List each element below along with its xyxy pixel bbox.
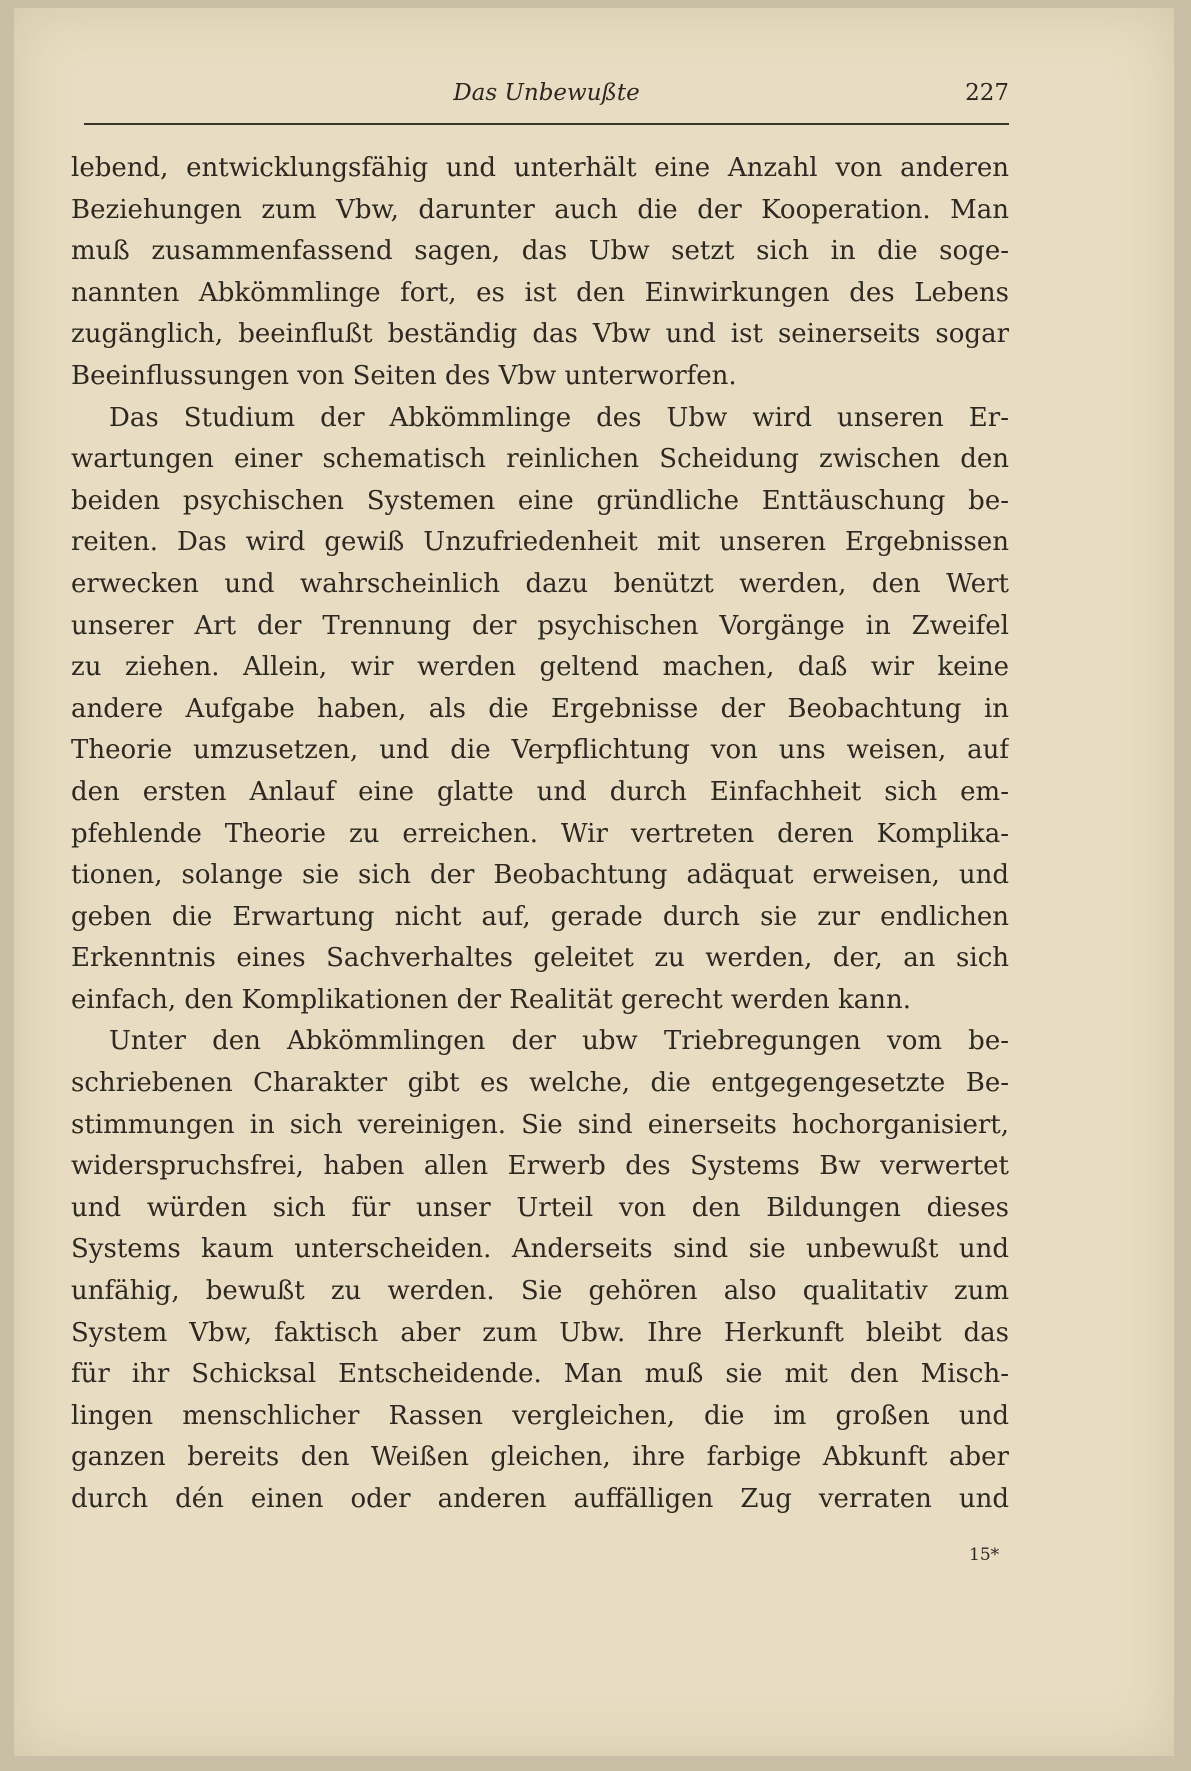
text-line: wartungen einer schematisch reinlichen Scheidung zwischen den xyxy=(71,444,1009,475)
text-line: muß zusammenfassend sagen, das Ubw setzt sich in die soge- xyxy=(71,236,1009,267)
text-line: ganzen bereits den Weißen gleichen, ihre farbige Abkunft aber xyxy=(71,1442,1009,1473)
text-line: Beeinflussungen von Seiten des Vbw unterworfen. xyxy=(71,360,737,391)
body-text xyxy=(71,148,1009,1521)
text-line: zu ziehen. Allein, wir werden geltend machen, daß wir keine xyxy=(71,652,1009,683)
text-line: widerspruchsfrei, haben allen Erwerb des Systems Bw verwertet xyxy=(71,1151,1009,1182)
text-line: durch dén einen oder anderen auffälligen Zug verraten und xyxy=(71,1484,1009,1514)
book-page xyxy=(14,8,1174,1756)
text-line: schriebenen Charakter gibt es welche, die entgegengesetzte Be- xyxy=(71,1068,1009,1099)
text-line: einfach, den Komplikationen der Realität gerecht werden kann. xyxy=(71,984,912,1015)
text-line: Erkenntnis eines Sachverhaltes geleitet zu werden, der, an sich xyxy=(71,943,1009,974)
text-line: System Vbw, faktisch aber zum Ubw. Ihre Herkunft bleibt das xyxy=(71,1317,1009,1348)
text-line: Theorie umzusetzen, und die Verpflichtung von uns weisen, auf xyxy=(71,735,1009,766)
text-line: pfehlende Theorie zu erreichen. Wir vertreten deren Komplika- xyxy=(71,818,1009,849)
text-line: stimmungen in sich vereinigen. Sie sind einerseits hochorganisiert, xyxy=(71,1109,1009,1140)
text-line: Unter den Abkömmlingen der ubw Triebregungen vom be- xyxy=(109,1026,1009,1057)
text-line: geben die Erwartung nicht auf, gerade durch sie zur endlichen xyxy=(71,901,1009,932)
text-line: reiten. Das wird gewiß Unzufriedenheit mit unseren Ergebnissen xyxy=(71,527,1009,558)
signature-mark: 15* xyxy=(969,1545,1000,1565)
text-line: unfähig, bewußt zu werden. Sie gehören also qualitativ zum xyxy=(71,1276,1009,1307)
text-line: für ihr Schicksal Entscheidende. Man muß sie mit den Misch- xyxy=(71,1359,1009,1390)
text-line: erwecken und wahrscheinlich dazu benützt werden, den Wert xyxy=(71,568,1009,599)
text-line: Das Studium der Abkömmlinge des Ubw wird unseren Er- xyxy=(109,402,1009,433)
text-line: beiden psychischen Systemen eine gründliche Enttäuschung be- xyxy=(71,485,1009,516)
header-rule xyxy=(84,123,1009,125)
text-line: zugänglich, beeinflußt beständig das Vbw und ist seinerseits sogar xyxy=(71,319,1009,350)
text-line: andere Aufgabe haben, als die Ergebnisse der Beobachtung in xyxy=(71,693,1009,724)
running-title: Das Unbewußte xyxy=(453,80,640,106)
text-line: tionen, solange sie sich der Beobachtung adäquat erweisen, und xyxy=(71,860,1009,891)
text-line: nannten Abkömmlinge fort, es ist den Einwirkungen des Lebens xyxy=(71,277,1009,308)
text-line: und würden sich für unser Urteil von den Bildungen dieses xyxy=(71,1192,1009,1223)
text-line: lingen menschlicher Rassen vergleichen, die im großen und xyxy=(71,1400,1009,1431)
text-line: Systems kaum unterscheiden. Anderseits sind sie unbewußt und xyxy=(71,1234,1009,1265)
text-line: lebend, entwicklungsfähig und unterhält eine Anzahl von anderen xyxy=(71,153,1009,183)
text-line: unserer Art der Trennung der psychischen Vorgänge in Zweifel xyxy=(71,610,1009,641)
text-line: den ersten Anlauf eine glatte und durch Einfachheit sich em- xyxy=(71,776,1009,807)
text-line: Beziehungen zum Vbw, darunter auch die der Kooperation. Man xyxy=(71,194,1009,225)
page-header xyxy=(84,80,1009,114)
page-number: 227 xyxy=(965,80,1009,106)
